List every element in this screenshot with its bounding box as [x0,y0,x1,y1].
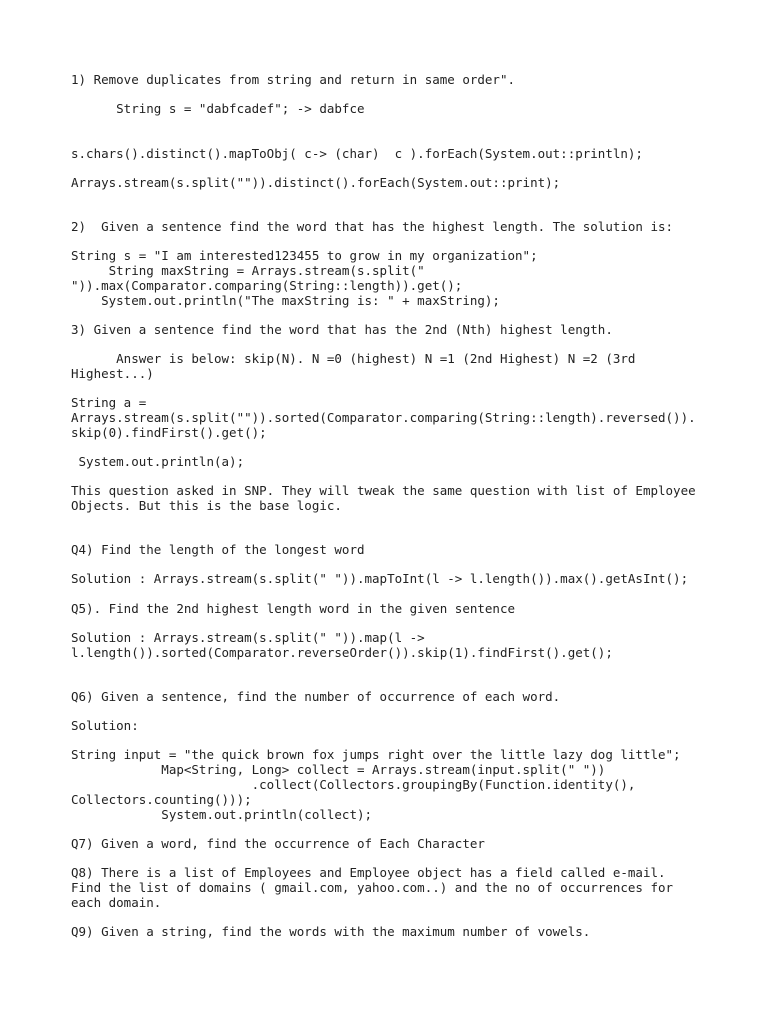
q3-heading: 3) Given a sentence find the word that has the 2nd (Nth) highest length. [71,322,613,337]
q4-heading: Q4) Find the length of the longest word [71,542,365,557]
q3-code-line: String a = [71,395,147,410]
q3-note-line: Objects. But this is the base logic. [71,498,342,513]
q1-heading: 1) Remove duplicates from string and return in same order". [71,72,516,87]
q9-heading: Q9) Given a string, find the words with the maximum number of vowels. [71,924,591,939]
q2-code-line: ")).max(Comparator.comparing(String::length)).get(); [71,278,463,293]
q3-code-line: Arrays.stream(s.split("")).sorted(Comparator.comparing(String::length).reversed()). [71,410,696,425]
q8-heading-line: each domain. [71,895,162,910]
q6-heading: Q6) Given a sentence, find the number of occurrence of each word. [71,689,561,704]
q6-code-line: String input = "the quick brown fox jumps right over the little lazy dog little"; [71,747,681,762]
q3-answer-line: Answer is below: skip(N). N =0 (highest) N =1 (2nd Highest) N =2 (3rd [71,351,636,366]
q3-note-line: This question asked in SNP. They will tweak the same question with list of Employee [71,483,696,498]
q5-solution-line: l.length()).sorted(Comparator.reverseOrder()).skip(1).findFirst().get(); [71,645,613,660]
q7-heading: Q7) Given a word, find the occurrence of Each Character [71,836,485,851]
q4-solution: Solution : Arrays.stream(s.split(" ")).mapToInt(l -> l.length()).max().getAsInt(); [71,571,689,586]
q6-code-line: .collect(Collectors.groupingBy(Function.identity(), [71,777,636,792]
q5-heading: Q5). Find the 2nd highest length word in the given sentence [71,601,516,616]
q1-solution-1: s.chars().distinct().mapToObj( c-> (char) c ).forEach(System.out::println); [71,146,643,161]
q6-code-line: Collectors.counting())); [71,792,252,807]
q1-example: String s = "dabfcadef"; -> dabfce [71,101,365,116]
q3-code-line: skip(0).findFirst().get(); [71,425,267,440]
q2-code-line: String maxString = Arrays.stream(s.split(" [71,263,425,278]
q6-solution-label: Solution: [71,718,139,733]
q3-answer-line: Highest...) [71,366,154,381]
q8-heading-line: Find the list of domains ( gmail.com, yahoo.com..) and the no of occurrences for [71,880,674,895]
q1-solution-2: Arrays.stream(s.split("")).distinct().forEach(System.out::print); [71,175,561,190]
q3-print-line: System.out.println(a); [71,454,245,469]
q8-heading-line: Q8) There is a list of Employees and Employee object has a field called e-mail. [71,865,666,880]
q2-heading: 2) Given a sentence find the word that has the highest length. The solution is: [71,219,674,234]
q6-code-line: System.out.println(collect); [71,807,373,822]
q2-code-line: String s = "I am interested123455 to grow in my organization"; [71,248,538,263]
q5-solution-line: Solution : Arrays.stream(s.split(" ")).map(l -> [71,630,425,645]
q6-code-line: Map<String, Long> collect = Arrays.stream(input.split(" ")) [71,762,606,777]
q2-code-line: System.out.println("The maxString is: " + maxString); [71,293,500,308]
